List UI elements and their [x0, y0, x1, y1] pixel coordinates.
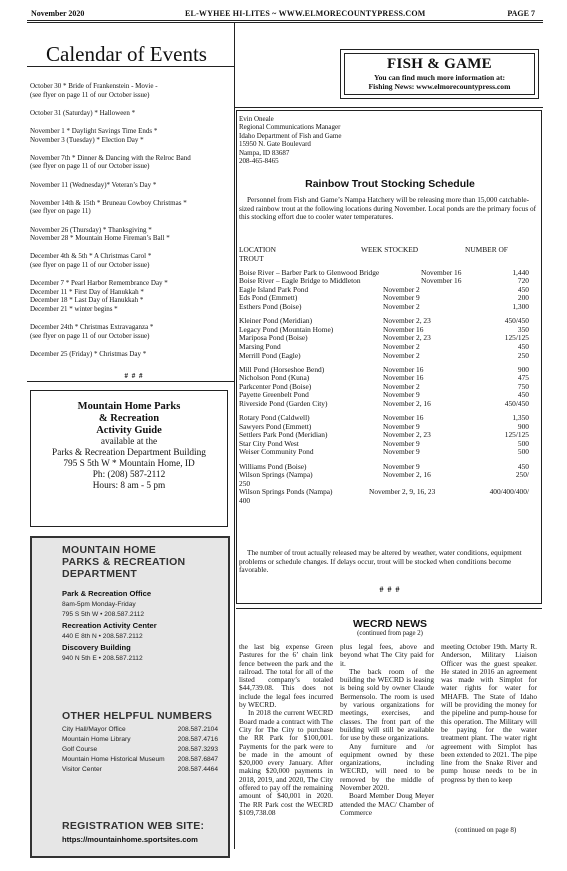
location-cell: Legacy Pond (Mountain Home) [239, 324, 334, 334]
parks-body-line: Ph: (208) 587-2112 [92, 470, 166, 480]
col-location-header: LOCATION [239, 245, 276, 254]
week-cell: November 2 [383, 381, 420, 391]
number-row [62, 756, 228, 764]
calendar-event-line: December 18 * Last Day of Hanukkah * [30, 296, 144, 305]
number-cell: 900 [517, 364, 529, 374]
calendar-event-line: November 1 * Daylight Savings Time Ends * [30, 126, 158, 135]
week-cell: November 16 [421, 276, 462, 286]
fish-game-inner [344, 53, 535, 95]
location-cell: Parkcenter Pond (Boise) [239, 381, 312, 391]
week-cell: November 2 [383, 302, 420, 312]
calendar-event-line: December 11 * First Day of Hanukkah * [30, 287, 144, 296]
number-phone: 208.587.4716 [177, 736, 218, 743]
parks-body-line: 795 S 5th W * Mountain Home, ID [63, 459, 195, 469]
week-cell: November 16 [383, 324, 424, 334]
location-cell: Mariposa Pond (Boise) [239, 333, 308, 343]
location-cell: Williams Pond (Boise) [239, 461, 307, 471]
ad-heading-line: PARKS & RECREATION [62, 556, 186, 568]
issue-date: November 2020 [31, 9, 85, 18]
contact-line: Regional Communications Manager [239, 123, 341, 132]
contact-line: 15950 N. Gate Boulevard [239, 140, 311, 149]
web-heading: REGISTRATION WEB SITE: [62, 820, 205, 832]
calendar-event [30, 226, 238, 243]
week-cell: November 9 [383, 390, 420, 400]
calendar-end-mark: # # # [124, 372, 144, 381]
location-cell: Eds Pond (Emmett) [239, 293, 298, 303]
number-phone: 208.587.3293 [177, 746, 218, 753]
page-header [27, 6, 543, 20]
number-cell: 720 [517, 276, 529, 286]
continued-note: (continued on page 8) [455, 826, 517, 834]
number-name: Mountain Home Historical Museum [62, 756, 165, 763]
trout-intro: Personnel from Fish and Game’s Nampa Hatchery will be releasing more than 15,000 catchable-sized rainbow trout at the following locations during November. Local ponds are the primary focus of this stocking effort due to cooler water temperatures. [239, 195, 537, 222]
trout-schedule-title: Rainbow Trout Stocking Schedule [305, 178, 475, 190]
fish-game-line2: Fishing News: www.elmorecountypress.com [368, 82, 511, 91]
table-row [239, 352, 537, 361]
calendar-event-line: (see flyer on page 11 of our October issue) [30, 331, 150, 340]
location-cell: Payette Greenbelt Pond [239, 390, 309, 400]
number-cell: 400/400/400/ [489, 487, 529, 497]
fish-game-box [340, 49, 539, 99]
week-cell: November 9 [383, 461, 420, 471]
week-cell: November 16 [383, 413, 424, 423]
calendar-event-line: November 28 * Mountain Home Fireman’s Ball * [30, 234, 170, 243]
location-cell: Mill Pond (Horseshoe Bend) [239, 364, 325, 374]
number-cell-wrap: 250 [239, 478, 251, 488]
number-cell: 200 [517, 293, 529, 303]
location-cell: Merrill Pond (Eagle) [239, 350, 301, 360]
number-cell: 475 [517, 373, 529, 383]
number-cell: 900 [517, 421, 529, 431]
number-phone: 208.587.4464 [177, 766, 218, 773]
table-row [239, 303, 537, 312]
location-cell: Settlers Park Pond (Meridian) [239, 430, 328, 440]
parks-guide-body [31, 437, 227, 492]
number-cell: 350 [517, 324, 529, 334]
calendar-event [30, 154, 238, 171]
calendar-event [30, 127, 238, 144]
calendar-event [30, 82, 238, 99]
number-cell: 125/125 [504, 430, 529, 440]
contact-line: Nampa, ID 83687 [239, 148, 290, 157]
calendar-event-line: November 26 (Thursday) * Thanksgiving * [30, 225, 152, 234]
contact-line: Idaho Department of Fish and Game [239, 131, 342, 140]
number-cell: 125/125 [504, 333, 529, 343]
calendar-event-line: December 25 (Friday) * Christmas Day * [30, 349, 147, 358]
week-cell: November 16 [383, 364, 424, 374]
parks-guide-box [30, 390, 228, 527]
number-cell: 500 [517, 447, 529, 457]
table-row [239, 471, 537, 488]
calendar-event-line: December 24th * Christmas Extravaganza * [30, 323, 154, 332]
wecrd-title: WECRD NEWS [352, 618, 428, 630]
week-cell: November 2 [383, 284, 420, 294]
ad-offices [62, 586, 222, 662]
number-cell: 450 [517, 390, 529, 400]
number-cell: 1,350 [512, 413, 529, 423]
contact-block [239, 115, 439, 165]
parks-body-line: available at the [100, 437, 158, 447]
calendar-event [30, 279, 238, 313]
number-phone: 208.587.2104 [177, 726, 218, 733]
number-name: Mountain Home Library [62, 736, 131, 743]
parks-title-line: Mountain Home Parks [77, 401, 181, 412]
number-cell: 250 [517, 350, 529, 360]
location-cell: Rotary Pond (Caldwell) [239, 413, 310, 423]
col-week-header: WEEK STOCKED [361, 245, 419, 254]
masthead: EL-WYHEE HI-LITES ~ WWW.ELMORECOUNTYPRESS.COM [185, 9, 426, 18]
number-name: City Hall/Mayor Office [62, 726, 126, 733]
trout-table [239, 246, 537, 505]
numbers-list [62, 726, 228, 774]
calendar-event [30, 199, 238, 216]
ad-heading [62, 544, 185, 580]
calendar-event-line: December 4th & 5th * A Christmas Carol * [30, 252, 152, 261]
fish-game-line1: You can find much more information at: [373, 73, 506, 82]
activity-center-title: Recreation Activity Center [62, 621, 157, 630]
number-cell: 750 [517, 381, 529, 391]
wecrd-subtitle: (continued from page 2) [357, 630, 423, 637]
location-cell: Wilson Springs (Nampa) [239, 470, 313, 480]
table-row [239, 488, 537, 505]
right-box-right [541, 110, 542, 604]
left-section-rule [27, 381, 234, 382]
calendar-list [30, 82, 238, 381]
week-cell: November 9 [383, 421, 420, 431]
calendar-event-line: December 7 * Pearl Harbor Remembrance Day * [30, 279, 168, 288]
wecrd-paragraph: The back room of the building the WECRD is leasing is being sold by owner Claude Bermensolo. The room is used by various organizations for meetings, exercises, and classes. The front part of the building will still be available for use by these organizations. [340, 666, 434, 743]
wecrd-paragraph: meeting October 19th. Marty R. Anderson, Military Liaison Officer was the guest speaker. He stated in 2016 an agreement was made with Simplot for water rights for water for MHAFB. The State of Idaho will be providing the money for the pipeline and pump-house for this operation. The Military will be paying for the water treatment plant. The water right agreement with Simplot has been extended to 2021. The pipe line from the Snake River and pump house needs to be in progress by then to keep [441, 642, 537, 784]
calendar-event-line: November 7th * Dinner & Dancing with the Relroc Band [30, 153, 191, 162]
week-cell: November 2, 23 [383, 430, 431, 440]
office-hours: 8am-5pm Monday-Friday [62, 601, 136, 608]
calendar-event [30, 252, 238, 269]
number-cell: 1,300 [512, 302, 529, 312]
calendar-event-line: (see flyer on page 11) [30, 207, 91, 216]
calendar-event-line: (see flyer on page 11 of our October issue) [30, 260, 150, 269]
parks-title-line: & Recreation [98, 413, 160, 424]
calendar-event-line: December 21 * winter begins * [30, 304, 118, 313]
office-address: 795 S 5th W • 208.587.2112 [62, 611, 145, 618]
location-cell: Marsing Pond [239, 341, 281, 351]
number-cell: 450/450 [504, 316, 529, 326]
number-row [62, 736, 228, 744]
table-header-2 [239, 255, 537, 264]
week-cell: November 16 [421, 267, 462, 277]
right-box-top [236, 110, 542, 111]
calendar-title-rule [27, 66, 234, 67]
col-number-header: NUMBER OF [465, 245, 508, 254]
wecrd-column-2 [340, 643, 434, 817]
location-cell: Sawyers Pond (Emmett) [239, 421, 312, 431]
week-cell: November 9 [383, 438, 420, 448]
location-cell: Wilson Springs Ponds (Nampa) [239, 487, 333, 497]
activity-center-address: 440 E 8th N • 208.587.2112 [62, 633, 143, 640]
contact-line: 208-465-8465 [239, 157, 279, 166]
week-cell: November 16 [383, 373, 424, 383]
calendar-event-line: (see flyer on page 11 of our October issue) [30, 90, 150, 99]
wecrd-paragraph: the last big expense Green Pastures for the 6’ chain link fence between the park and the railroad. The total for all of the listed company’s totaled $44,739.08. This does not include the legal fees incurred by WECRD. [239, 642, 333, 710]
number-cell: 450 [517, 284, 529, 294]
wecrd-paragraph: Any furniture and /or equipment owned by these organizations, including WECRD, will need to be removed by the middle of November 2020. [340, 741, 434, 793]
location-cell: Boise River – Barber Park to Glenwood Bridge [239, 267, 380, 277]
week-cell: November 2, 16 [383, 399, 431, 408]
table-row [239, 448, 537, 457]
location-cell: Riverside Pond (Garden City) [239, 399, 328, 408]
office-title: Park & Recreation Office [62, 589, 152, 598]
location-cell: Kleiner Pond (Meridian) [239, 316, 313, 326]
wecrd-paragraph: In 2018 the current WECRD Board made a contract with The City for The City to purchase the RR Park for $100,001. Payments for the park were to be made in the amount of $20,000 every January. After making $20,000 payments in 2018, 2019, and 2020, The City offered to pay off the remaining amount of $40,001 in 2020. The RR Park cost the WECRD $109,738.08 [239, 708, 333, 817]
contact-line: Evin Oneale [239, 115, 274, 123]
number-cell: 450 [517, 341, 529, 351]
table-header [239, 246, 537, 255]
number-cell: 1,440 [512, 267, 529, 277]
location-cell: Eagle Island Park Pond [239, 284, 309, 294]
number-cell: 450 [517, 461, 529, 471]
calendar-event [30, 181, 238, 190]
location-cell: Esthers Pond (Boise) [239, 302, 302, 312]
ad-web [62, 820, 228, 844]
calendar-title: Calendar of Events [46, 42, 207, 66]
week-cell: November 2, 9, 16, 23 [369, 487, 436, 497]
calendar-event-line: November 14th & 15th * Bruneau Cowboy Christmas * [30, 198, 187, 207]
right-top-rule [234, 107, 543, 108]
number-cell: 450/450 [504, 399, 529, 408]
location-cell: Nicholson Pond (Kuna) [239, 373, 310, 383]
calendar-event-line: November 11 (Wednesday)* Veteran’s Day * [30, 180, 157, 189]
week-cell: November 9 [383, 447, 420, 457]
trout-end-mark: # # # [379, 585, 401, 594]
fish-game-title: FISH & GAME [387, 56, 492, 72]
location-cell: Weiser Community Pond [239, 447, 314, 457]
calendar-event-line: November 3 (Tuesday) * Election Day * [30, 135, 144, 144]
number-row [62, 766, 228, 774]
week-cell: November 2 [383, 341, 420, 351]
numbers-heading: OTHER HELPFUL NUMBERS [62, 710, 213, 722]
number-name: Visitor Center [62, 766, 102, 773]
number-cell: 500 [517, 438, 529, 448]
number-phone: 208.587.6847 [177, 756, 218, 763]
right-box-bottom [236, 603, 542, 604]
col-trout-header: TROUT [239, 253, 264, 263]
number-row [62, 726, 228, 734]
header-rule-bottom [27, 22, 543, 23]
number-name: Golf Course [62, 746, 98, 753]
week-cell: November 9 [383, 293, 420, 303]
week-cell: November 2 [383, 350, 420, 360]
parks-body-line: Parks & Recreation Department Building [52, 448, 206, 458]
week-cell: November 2, 23 [383, 316, 431, 326]
location-cell: Boise River – Eagle Bridge to Middleton [239, 276, 361, 286]
ad-heading-line: MOUNTAIN HOME [62, 544, 157, 556]
wecrd-paragraph: plus legal fees, above and beyond what The City paid for it. [340, 642, 434, 668]
calendar-event-line: October 31 (Saturday) * Halloween * [30, 108, 136, 117]
calendar-event-line: (see flyer on page 11 of our October issue) [30, 162, 150, 171]
parks-guide-title [31, 401, 227, 437]
number-cell-wrap: 400 [239, 495, 251, 505]
discovery-building-title: Discovery Building [62, 643, 131, 652]
parks-title-line: Activity Guide [96, 425, 162, 436]
number-row [62, 746, 228, 754]
number-cell: 250/ [515, 470, 529, 480]
ad-heading-line: DEPARTMENT [62, 568, 138, 580]
calendar-event-line: October 30 * Bride of Frankenstein - Movie - [30, 82, 158, 90]
page-number: PAGE 7 [507, 9, 535, 18]
wecrd-column-1 [239, 643, 333, 817]
wecrd-column-3 [441, 643, 537, 784]
location-cell: Star City Pond West [239, 438, 299, 448]
calendar-event [30, 350, 238, 359]
wecrd-rule [236, 608, 542, 609]
discovery-building-address: 940 N 5th E • 208.587.2112 [62, 655, 143, 662]
web-url[interactable]: https://mountainhome.sportsites.com [62, 835, 198, 844]
parks-body-line: Hours: 8 am - 5 pm [92, 481, 166, 491]
wecrd-paragraph: Board Member Doug Meyer attended the MAC/ Chamber of Commerce [340, 791, 434, 817]
trout-outro: The number of trout actually released may be altered by weather, water conditions, equipment problems or schedule changes. If delays occur, trout will be stocked when conditions become favorable. [239, 548, 522, 575]
week-cell: November 2, 23 [383, 333, 431, 343]
table-row [239, 400, 537, 409]
header-rule-top [27, 20, 543, 21]
calendar-event [30, 109, 238, 118]
week-cell: November 2, 16 [383, 470, 431, 480]
parks-rec-ad [30, 536, 230, 858]
calendar-event [30, 323, 238, 340]
ad-numbers [62, 710, 228, 774]
